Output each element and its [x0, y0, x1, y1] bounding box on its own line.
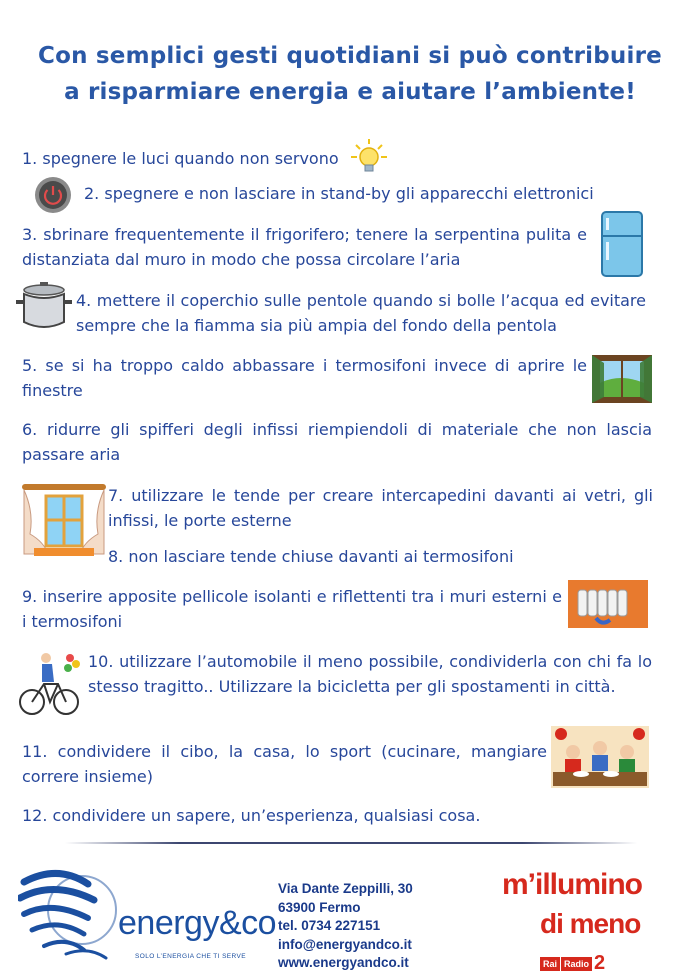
title-line-2: a risparmiare energia e aiutare l’ambiente! — [64, 79, 636, 105]
pot-icon — [16, 280, 72, 332]
tip-5: 5. se si ha troppo caldo abbassare i termosifoni invece di aprire le finestre — [22, 356, 587, 400]
tip-6: 6. ridurre gli spifferi degli infissi riempiendoli di materiale che non lascia passare aria — [22, 420, 652, 464]
curtain-window-icon — [20, 482, 108, 560]
fridge-icon — [596, 208, 648, 280]
website-link[interactable]: www.energyandco.it — [278, 955, 409, 970]
tip-4: 4. mettere il coperchio sulle pentole quando si bolle l’acqua ed evitare sempre che la fiamma sia più ampia del fondo della pentola — [76, 291, 646, 335]
radiator-icon — [568, 580, 648, 628]
energy-amp: &co — [218, 904, 277, 942]
radio-2-label: 2 — [594, 952, 606, 974]
tip-9: 9. inserire apposite pellicole isolanti e riflettenti tra i muri esterni e i termosifoni — [22, 587, 562, 631]
page-title — [0, 38, 700, 110]
energy-tagline: SOLO L’ENERGIA CHE TI SERVE — [135, 953, 246, 960]
millumino-line-2: di meno — [540, 908, 641, 939]
cyclist-icon — [18, 648, 82, 718]
tip-8: 8. non lasciare tende chiuse davanti ai termosifoni — [108, 547, 514, 566]
tip-2: 2. spegnere e non lasciare in stand-by gli apparecchi elettronici — [84, 184, 594, 203]
tip-1: 1. spegnere le luci quando non servono — [22, 149, 339, 168]
title-line-1: Con semplici gesti quotidiani si può contribuire — [38, 43, 662, 69]
rai-radio2-logo — [540, 952, 606, 974]
email-link[interactable]: info@energyandco.it — [278, 936, 412, 952]
family-dinner-icon — [551, 726, 649, 788]
tip-11: 11. condividere il cibo, la casa, lo sport (cucinare, mangiare correre insieme) — [22, 742, 547, 786]
window-icon — [590, 353, 654, 405]
tip-3: 3. sbrinare frequentemente il frigorifero; tenere la serpentina pulita e distanziata dal muro in modo che possa circolare l’aria — [22, 225, 587, 269]
city: 63900 Fermo — [278, 899, 361, 915]
tip-12: 12. condividere un sapere, un’esperienza, qualsiasi cosa. — [22, 806, 481, 825]
phone: tel. 0734 227151 — [278, 918, 381, 933]
tip-10: 10. utilizzare l’automobile il meno possibile, condividerla con chi fa lo stesso tragitto.. Utilizzare la bicicletta per gli spostamenti in città. — [88, 652, 652, 696]
footer-divider — [65, 842, 637, 844]
light-bulb-icon — [348, 137, 390, 177]
energy-wordmark — [118, 904, 276, 943]
energy-word: energy — [118, 904, 219, 942]
radio-label: Radio — [561, 957, 592, 971]
tip-7: 7. utilizzare le tende per creare intercapedini davanti ai vetri, gli infissi, le porte esterne — [108, 486, 653, 530]
power-button-icon — [32, 175, 74, 215]
contact-block — [278, 880, 413, 973]
rai-label: Rai — [540, 957, 560, 971]
millumino-line-1: m’illumino — [502, 868, 642, 901]
address: Via Dante Zeppilli, 30 — [278, 881, 413, 896]
